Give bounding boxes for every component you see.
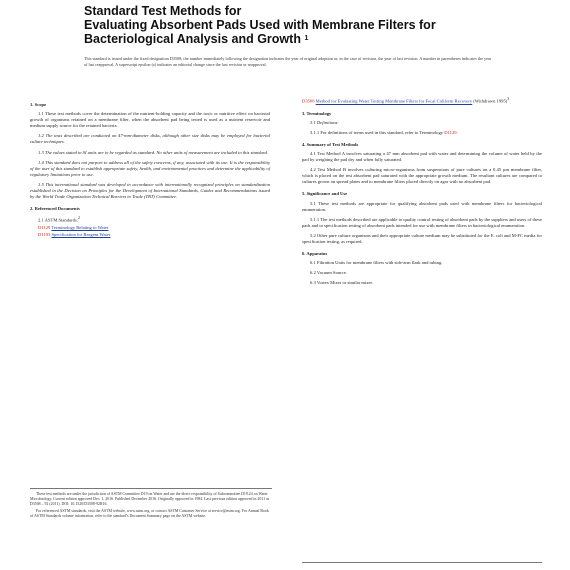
title-line-3 xyxy=(84,32,524,46)
paragraph-5-2: 5.2 Other pure culture organisms and their appropriate culture medium may be substituted for the E. coli and M-FC media for specification testing, as required. xyxy=(302,232,542,245)
paragraph-4-2: 4.2 Test Method B involves culturing micro-organisms from suspensions of pure cultures on a 0.45 µm membrane filter, which is placed on the test absorbent pad saturated with the appropriate growth medium. The resultant cultures are compared to cultures grown on spread plates and to membrane filters placed directly on agar with no absorbent pad. xyxy=(302,167,542,185)
section-heading-scope: 1. Scope xyxy=(30,102,47,107)
paragraph-1-5: 1.5 This international standard was developed in accordance with internationally recognized principles on standardization established in the Decision on Principles for the Development of International Standards, Guides and Recommendations issued by the World Trade Organization Technical Barriers to Trade (TBT) Committee. xyxy=(30,181,270,200)
paragraph-6-1: 6.1 Filtration Units for membrane filters with side-arm flask and tubing. xyxy=(310,260,443,266)
designation-notice: This standard is issued under the fixed designation D3508; the number immediately following the designation indicates the year of original adoption or, in the case of revision, the year of last revision. A number in parentheses indicates the year of last reapproval. A superscript epsilon (ε) indicates an editorial change since the last revision or reapproval. xyxy=(84,56,492,67)
ref-d1129-link[interactable]: Terminology Relating to Water xyxy=(51,224,109,230)
title-line-2: Evaluating Absorbent Pads Used with Membrane Filters for xyxy=(84,18,436,32)
paragraph-3-1-1 xyxy=(302,130,542,136)
paragraph-3-1-1-end: . xyxy=(456,129,458,135)
ref-astm-standards xyxy=(38,215,270,224)
paragraph-1-2: 1.2 The tests described are conducted on 47-mm-diameter disks, although other size disks may be employed for bacterial culture techniques. xyxy=(30,133,270,145)
ref-d3508 xyxy=(302,96,542,105)
paragraph-6-3: 6.3 Vortex Mixer or similar mixer. xyxy=(310,280,373,286)
section-heading-referenced-documents: 2. Referenced Documents xyxy=(30,206,80,212)
footnote-1: These test methods are under the jurisdiction of ASTM Committee D19 on Water and are the direct responsibility of Subcommittee D19.24 on Water Microbiology. Current edition approved Dec. 1, 2016. Published December 2016. Originally approved in 1984. Last previous edition approved in 2011 as D3508 – 92 (2011). DOI: 10.1520/D3508-92R16. xyxy=(30,492,270,506)
paragraph-1-1: 1.1 These test methods cover the determination of the nutrient-holding capacity and the toxic or nutritive effect on bacterial growth of organisms retained on a membrane filter, when the absorbent pad being tested is used as a nutrient reservoir and medium supply source for the retained bacteria. xyxy=(30,111,270,129)
paragraph-4-1: 4.1 Test Method A involves saturating a 47 mm absorbent pad with water and determining the volume of water held by the pad by weighing the pad dry and when fully saturated. xyxy=(302,151,542,163)
terminology-d1129-link[interactable]: D1129 xyxy=(444,129,457,135)
section-heading-summary: 4. Summary of Test Methods xyxy=(302,141,359,147)
title-footnote-mark: 1 xyxy=(304,35,309,42)
paragraph-3-1-1-text: 3.1.1 For definitions of terms used in this standard, refer to Terminology xyxy=(310,129,444,135)
ref-d1129-code[interactable]: D1129 xyxy=(38,224,51,230)
left-column xyxy=(30,96,270,239)
ref-d1129 xyxy=(38,225,270,231)
paragraph-3-1: 3.1 Definitions: xyxy=(310,119,339,125)
ref-astm-standards-sup: 2 xyxy=(77,216,80,221)
ref-d3508-sup: 3 xyxy=(507,97,510,101)
paragraph-1-4: 1.4 This standard does not purport to address all of the safety concerns, if any, associated with its use. It is the responsibility of the user of this standard to establish appropriate safety, health, and environmental practices and determine the applicability of regulatory limitations prior to use. xyxy=(30,159,270,177)
ref-d3508-link[interactable]: Method for Evaluating Water Testing Membrane Filters for Fecal Coliform Recovery xyxy=(315,98,473,104)
paragraph-5-1-1: 5.1.1 The test methods described are applicable to quality control testing of absorbent pads by the suppliers and users of these pads and to specification testing of absorbent pads intended for use with membrane filters in bacteriological enumeration. xyxy=(302,216,542,228)
right-column xyxy=(302,96,542,291)
title-line-3-text: Bacteriological Analysis and Growth xyxy=(84,32,301,46)
paragraph-1-3: 1.3 The values stated in SI units are to be regarded as standard. No other units of measurement are included in this standard. xyxy=(38,149,268,155)
section-heading-significance: 5. Significance and Use xyxy=(302,191,348,197)
section-heading-apparatus: 6. Apparatus xyxy=(302,251,328,257)
ref-d3508-code[interactable]: D3508 xyxy=(302,98,315,104)
footnotes xyxy=(30,488,272,521)
ref-d1193-link[interactable]: Specification for Reagent Water xyxy=(51,232,111,238)
ref-d3508-suffix: (Withdrawn 1995) xyxy=(473,98,508,104)
paragraph-5-1: 5.1 These test methods are appropriate for qualifying absorbent pads used with membrane filters for bacteriological enumeration. xyxy=(302,200,542,212)
ref-d1193-code[interactable]: D1193 xyxy=(38,232,51,238)
right-footnote-rule xyxy=(302,562,542,570)
title-line-1: Standard Test Methods for xyxy=(84,4,242,18)
ref-d1193 xyxy=(38,232,270,238)
section-heading-terminology: 3. Terminology xyxy=(302,110,332,116)
paragraph-6-2: 6.2 Vacuum Source. xyxy=(310,270,347,276)
footnote-2: For referenced ASTM standards, visit the ASTM website, www.astm.org, or contact ASTM Customer Service at service@astm.org. For Annual Book of ASTM Standards volume information, refer to the standard's Document Summary page on the ASTM website. xyxy=(30,509,269,518)
ref-astm-standards-label: 2.1 ASTM Standards: xyxy=(38,217,78,223)
